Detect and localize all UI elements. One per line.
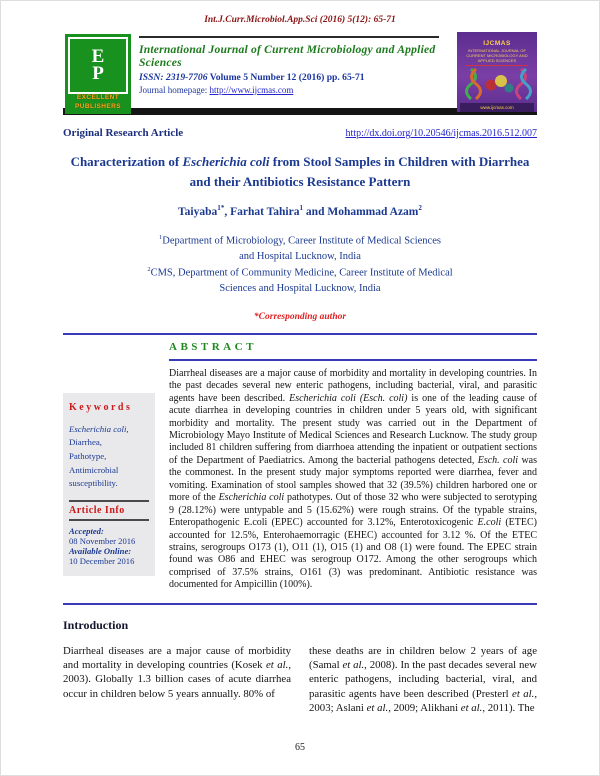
author-list: Taiyaba$^{1*}$, Farhat Tahira$^1$ and Mohammad Azam$^2$ — [178, 204, 422, 218]
abstract-text: Diarrheal diseases are a major cause of morbidity and mortality in developing countries. In the past decades several new enteric pathogens, including bacterial, viral, and parasitic agents have been described. Escherichia coli (Esch. coli) is one of the leading cause of acute diarrhea in developing countries in children under 5 years old, with significant morbidity and mortality. The present study was carried out in the Department of Microbiology Mayo Institute of Medical Sciences and Research Lucknow. The study group included 81 children suffering from diarrhoea attending the inpatient or outpatient sections of the Department of Paediatrics. Among the bacterial pathogens detected, Esch. coli was the commonest. In the present study major symptoms reported were diarrhea, fever and vomiting. Examination of stool samples showed that 32 (39.5%) children harbored one or more of the Escherichia coli pathotypes. Out of those 32 who were subjected to serotyping 9 (28.12%) were untypable and 5 (15.62%) were rough strains. Of the typable strains, Enteropathogenic E.coli (EPEC) accounted for 3.12%, Enterotoxicogenic E.coli (ETEC) accounted for 12.5%, Enterohaemorragic (EHEC) accounted for 3.12 %. Of the ETEC strains, serogroups O173 (1), O11 (1), O15 (1) and O8 (1) were found. The EPEC strain found was O86 and EHEC was serogroup O172. Among the other serogroups which comprised of 37.5% strains, O161 (3) was predominant. Antibiotic resistance was documented for Ampicillin (100%). — [169, 367, 538, 591]
journal-masthead — [139, 36, 445, 95]
keyword-item: Escherichia coli, — [69, 423, 129, 434]
affiliation-line: Sciences and Hospital Lucknow, India — [219, 283, 381, 295]
cover-subtitle: INTERNATIONAL JOURNAL OF CURRENT MICROBIOLOGY AND APPLIED SCIENCES — [466, 48, 528, 63]
doi-link[interactable]: http://dx.doi.org/10.20546/ijcmas.2016.512.007 — [345, 128, 537, 139]
journal-homepage-line — [139, 85, 445, 95]
keyword-item: Pathotype, — [69, 451, 107, 462]
abstract-heading: ABSTRACT — [169, 340, 257, 353]
available-online-date: 10 December 2016 — [69, 555, 135, 566]
abstract-bottom-rule — [63, 603, 537, 605]
issn-volume-line: ISSN: 2319-7706 Volume 5 Number 12 (2016) pp. 65-71 — [139, 72, 365, 83]
publisher-logo-letters — [68, 37, 128, 94]
journal-name: International Journal of Current Microbiology and Applied Sciences — [139, 43, 436, 69]
accepted-label: Accepted: — [69, 525, 104, 536]
keywords-sidebar — [63, 337, 155, 592]
publisher-name-line2: PUBLISHERS — [75, 103, 121, 111]
corresponding-author-note: *Corresponding author — [253, 311, 347, 322]
article-info-dates — [69, 519, 149, 566]
journal-citation: Int.J.Curr.Microbiol.App.Sci (2016) 5(12): 65-71 — [204, 15, 396, 25]
journal-cover-image — [457, 32, 537, 112]
accepted-date: 08 November 2016 — [69, 535, 136, 546]
introduction-heading: Introduction — [63, 617, 129, 632]
keyword-item: Antimicrobial susceptibility. — [69, 464, 119, 489]
page-number: 65 — [295, 742, 305, 753]
keyword-item: Diarrhea, — [69, 437, 102, 448]
publisher-logo — [65, 34, 131, 114]
logo-letter-p: P — [92, 62, 104, 84]
article-meta-row — [63, 127, 537, 139]
available-online-label: Available Online: — [69, 545, 132, 556]
journal-header — [63, 32, 537, 116]
affiliations — [63, 233, 537, 297]
introduction-column-right: these deaths are in children below 2 years of age (Samal et al., 2008). In the past decades several new enteric pathogens, including bacterial, viral, and parasitic agents have been described (Presterl et al., 2003; Aslani et al., 2009; Alikhani et al., 2011). The — [309, 644, 538, 715]
keywords-heading: Keywords — [69, 401, 133, 413]
cover-url: www.ijcmas.com — [460, 103, 534, 112]
abstract-top-rule — [63, 333, 537, 335]
introduction-columns — [63, 644, 537, 716]
article-title: Characterization of Escherichia coli from Stool Samples in Children with Diarrhea and their Antibiotics Resistance Pattern — [70, 154, 530, 189]
introduction-column-left: Diarrheal diseases are a major cause of morbidity and mortality in developing countries (Kosek et al., 2003). Globally 1.3 billion cases of acute diarrhea occur in children below 5 years annually. 80% of — [63, 644, 292, 700]
article-info-heading: Article Info — [69, 504, 125, 516]
abstract-section — [63, 337, 537, 592]
affiliation-line: and Hospital Lucknow, India — [239, 251, 361, 263]
article-info-separator — [69, 500, 149, 516]
logo-letter-e: E — [91, 46, 105, 68]
homepage-link[interactable]: http://www.ijcmas.com — [209, 85, 294, 95]
keywords-list — [69, 423, 149, 491]
affiliation-line: $^2$CMS, Department of Community Medicine, Career Institute of Medical — [147, 265, 453, 279]
cover-title: IJCMAS — [483, 40, 511, 47]
article-type-label: Original Research Article — [63, 127, 184, 139]
masthead-rule — [139, 36, 439, 38]
abstract-column — [155, 337, 537, 592]
abstract-heading-rule — [169, 359, 537, 361]
cover-rule — [466, 65, 529, 66]
affiliation-line: $^1$Department of Microbiology, Career Institute of Medical Sciences — [159, 233, 441, 247]
keywords-box — [63, 393, 155, 576]
doi-line — [346, 128, 537, 139]
publisher-name-line1: EXCELLENT — [76, 94, 120, 102]
homepage-label: Journal homepage: — [139, 85, 210, 95]
cover-dna-art-icon — [462, 67, 532, 101]
